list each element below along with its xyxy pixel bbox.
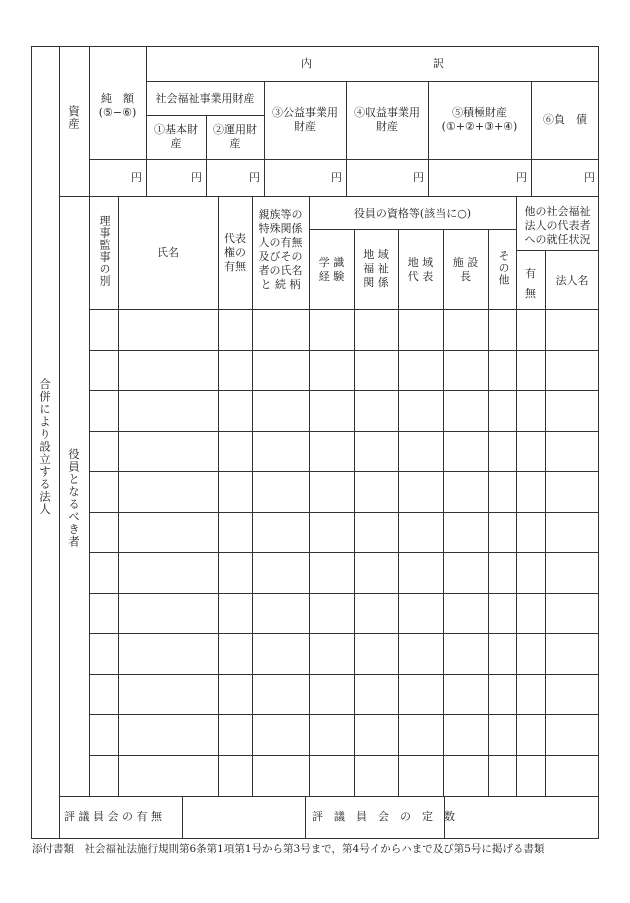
name-header: 氏名 [157, 246, 179, 259]
representative-right-header [218, 232, 252, 274]
liabilities-header: ⑥負 債 [543, 113, 587, 126]
profit-property-header [346, 106, 428, 134]
council-existence-label: 評 議 員 会 の 有 無 [64, 810, 162, 823]
yes-label: 有 [525, 267, 536, 280]
rep-line2: 権の [224, 246, 246, 259]
other-corp-line1: 他の社会福祉 [524, 205, 591, 218]
qual-regional-line2: 代 表 [407, 270, 434, 283]
relations-line: 人の有無 [258, 236, 303, 249]
qual-regional-line1: 地 域 [407, 256, 434, 269]
relations-line: 特殊関係 [258, 222, 303, 235]
role-header: 理事監事の別 [98, 215, 111, 287]
public-interest-line2: 財産 [294, 120, 316, 133]
assets-label: 資産 [67, 105, 81, 130]
profit-line2: 財産 [376, 120, 398, 133]
net-amount-line1: 純 額 [101, 92, 134, 105]
other-corp-header [516, 205, 599, 247]
qual-community-header [354, 248, 398, 290]
yen-unit-basic: 円 [191, 171, 202, 184]
yen-unit-liabilities: 円 [584, 171, 595, 184]
other-corp-line3: への就任状況 [524, 233, 591, 246]
other-corp-line2: 法人の代表者 [524, 219, 591, 232]
yen-unit-operating: 円 [249, 171, 260, 184]
positive-line2: (①+②+③+④) [441, 120, 518, 133]
yen-unit-public: 円 [331, 171, 342, 184]
special-relations-header [252, 208, 309, 292]
qual-community-line1: 地 域 [363, 248, 389, 261]
qual-academic-line1: 学 識 [318, 256, 345, 269]
net-amount-label [89, 92, 146, 120]
rep-line1: 代表 [224, 232, 246, 245]
qual-regional-header [398, 256, 443, 284]
positive-line1: ⑤積極財産 [452, 106, 507, 119]
operating-property-line2: 産 [229, 137, 241, 150]
basic-property-line2: 産 [170, 137, 182, 150]
basic-property-header [146, 123, 206, 151]
council-quota-label: 評 議 員 会 の 定 数 [312, 810, 455, 823]
yen-unit-positive: 円 [516, 171, 527, 184]
operating-property-line1: ②運用財 [213, 123, 257, 136]
operating-property-header [206, 123, 264, 151]
merged-corporation-side-label: 合併により設立する法人 [38, 378, 52, 516]
relations-line: 及びその [258, 250, 303, 263]
qual-academic-line2: 経 験 [318, 270, 345, 283]
profit-line1: ④収益事業用 [354, 106, 420, 119]
positive-property-header [428, 106, 531, 134]
relations-line: 親族等の [258, 208, 303, 221]
qual-community-line3: 関 係 [363, 276, 389, 289]
officers-section-label: 役員となるべき者 [67, 448, 81, 548]
basic-property-line1: ①基本財 [154, 123, 198, 136]
qual-other-header: その他 [497, 250, 510, 286]
net-amount-line2: (⑤−⑥) [98, 106, 137, 119]
qualification-header: 役員の資格等(該当に○) [353, 207, 472, 220]
attachment-note: 添付書類 社会福祉法施行規則第6条第1項第1号から第3号まで，第4号イからハまで及び第5号に掲げる書類 [32, 843, 545, 855]
qual-facility-line1: 施 設 [452, 256, 479, 269]
yes-no-header [516, 264, 545, 304]
rep-line3: 有無 [224, 260, 246, 273]
relations-line: 者の氏名 [258, 264, 303, 277]
qual-academic-header [309, 256, 354, 284]
relations-line: と 続 柄 [260, 278, 301, 291]
corp-name-header: 法人名 [555, 274, 589, 287]
qual-facility-line2: 長 [460, 270, 471, 283]
public-interest-line1: ③公益事業用 [272, 106, 338, 119]
qual-community-line2: 福 祉 [363, 262, 389, 275]
breakdown-header: 内 訳 [301, 57, 444, 70]
social-welfare-property-header: 社会福祉事業用財産 [155, 92, 255, 105]
yen-unit-profit: 円 [413, 171, 424, 184]
qual-facility-header [443, 256, 488, 284]
public-interest-property-header [264, 106, 346, 134]
no-label: 無 [525, 287, 536, 300]
yen-unit-net: 円 [131, 171, 142, 184]
